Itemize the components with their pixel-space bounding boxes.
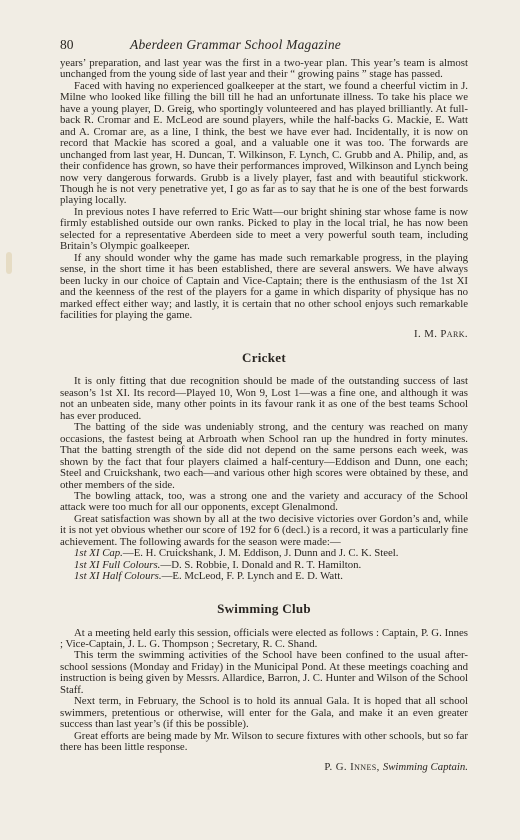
cricket-paragraph: The bowling attack, too, was a strong one and the variety and accuracy of the School attack were too much for all our opponents, except Glenalmond. [60, 489, 468, 514]
signature-title: Swimming Captain. [382, 760, 468, 773]
paper-stain [6, 252, 12, 274]
swimming-paragraph: Next term, in February, the School is to hold its annual Gala. It is hoped that all school swimmers, pretentious or otherwise, will enter for the Gala, and make it an even greater success than last year’s (if this be possible). [60, 695, 468, 731]
cricket-paragraph: Great satisfaction was shown by all at the two decisive victories over Gordon’s and, while it is not yet obvious whether our score of 192 for 6 (decl.) is a record, it was a particularly fine achievement. The following awards for the season were made:— [60, 512, 468, 548]
swimming-paragraph: This term the swimming activities of the School have been confined to the usual after-school sessions (Monday and Friday) in the Municipal Pond. At these meetings coaching and instruction is being given by Messrs. Allardice, Barron, J. C. Hunter and Wilson of the School Staff. [60, 649, 468, 696]
award-label: 1st XI Full Colours. [74, 558, 161, 571]
football-paragraph: In previous notes I have referred to Eric Watt—our bright shining star whose fame is now firmly established outside our own ranks. Picked to play in the local trial, he has now been selected for a representative Aberdeen side to meet a very powerful south team, including Britain’s Olympic goalkeeper. [60, 205, 468, 253]
football-paragraph: If any should wonder why the game has made such remarkable progress, in the playing sense, in the short time it has been established, there are several answers. We have always been lucky in our choice of Captain and Vice-Captain; there is the enthusiasm of the 1st XI and the keenness of the rest of the players for a game in which disparity of physique has no marked effect either way; and lastly, it is certain that no other school enjoys such remarkable facilities for playing the game. [60, 251, 468, 321]
signature-name: P. G. Innes, [324, 760, 380, 773]
football-signature: I. M. Park. [414, 328, 468, 341]
football-report [60, 58, 468, 340]
award-label: 1st XI Half Colours. [74, 570, 162, 583]
swimming-report [60, 601, 468, 773]
cricket-paragraph: The batting of the side was undeniably strong, and the century was reached on many occasions, the fastest being at Arbroath when School ran up the hundred in forty minutes. That the batting strength of the side did not depend on the same persons each week, was shown by the fact that four players claimed a half-century—Eddison and Dunn, one each; Steel and Cruickshank, two each—and various other high scores were obtained by these, and other members of the side. [60, 421, 468, 491]
award-names: —D. S. Robbie, I. Donald and R. T. Hamilton. [160, 558, 362, 571]
award-names: —E. McLeod, F. P. Lynch and E. D. Watt. [161, 570, 343, 583]
page-number: 80 [60, 37, 74, 52]
swimming-paragraph: At a meeting held early this session, officials were elected as follows : Captain, P. G. Innes ; Vice-Captain, J. L. G. Thompson ; Secretary, R. C. Shand. [60, 626, 468, 651]
swimming-paragraph: Great efforts are being made by Mr. Wilson to secure fixtures with other schools, but so far there has been little response. [60, 729, 468, 754]
cricket-report [60, 350, 468, 582]
award-label: 1st XI Cap. [74, 547, 123, 560]
football-paragraph: years’ preparation, and last year was the first in a two-year plan. This year’s team is almost unchanged from the young side of last year and their “ growing pains ” stage has passed. [60, 57, 468, 81]
running-head [60, 36, 468, 53]
football-paragraph: Faced with having no experienced goalkeeper at the start, we found a cheerful victim in J. Milne who looked like filling the bill till he had an unfortunate illness. To take his place we have a young player, D. Greig, who sportingly volunteered and has played brilliantly. At full-back R. Cromar and E. McLeod are sound players, while the half-backs G. Mackie, E. Watt and A. Cromar are, as a line, I think, the best we have ever had. Incidentally, it is now on record that Mackie has scored a goal, and a valuable one it was too. The forwards are unchanged from last year, H. Duncan, T. Wilkinson, F. Lynch, C. Grubb and A. Philip, and, as their confidence has grown, so have their performances improved, Wilkinson and Lynch being now very dangerous forwards. Grubb is a lively player, fast and with beautiful stickwork. Though he is not very penetrative yet, I go as far as to say that he is one of the best forwards playing locally. [60, 79, 468, 207]
award-names: —E. H. Cruickshank, J. M. Eddison, J. Dunn and J. C. K. Steel. [122, 547, 399, 560]
award-line [60, 571, 468, 582]
cricket-heading: Cricket [242, 350, 286, 366]
swimming-heading: Swimming Club [217, 600, 311, 616]
journal-title: Aberdeen Grammar School Magazine [130, 37, 341, 52]
cricket-paragraph: It is only fitting that due recognition should be made of the outstanding success of last season’s 1st XI. Its record—Played 10, Won 9, Lost 1—was a fine one, and although it was not an unbeaten side, many other points in its favour rank it as one of the best teams School has ever produced. [60, 375, 468, 422]
swimming-signature [60, 761, 468, 773]
